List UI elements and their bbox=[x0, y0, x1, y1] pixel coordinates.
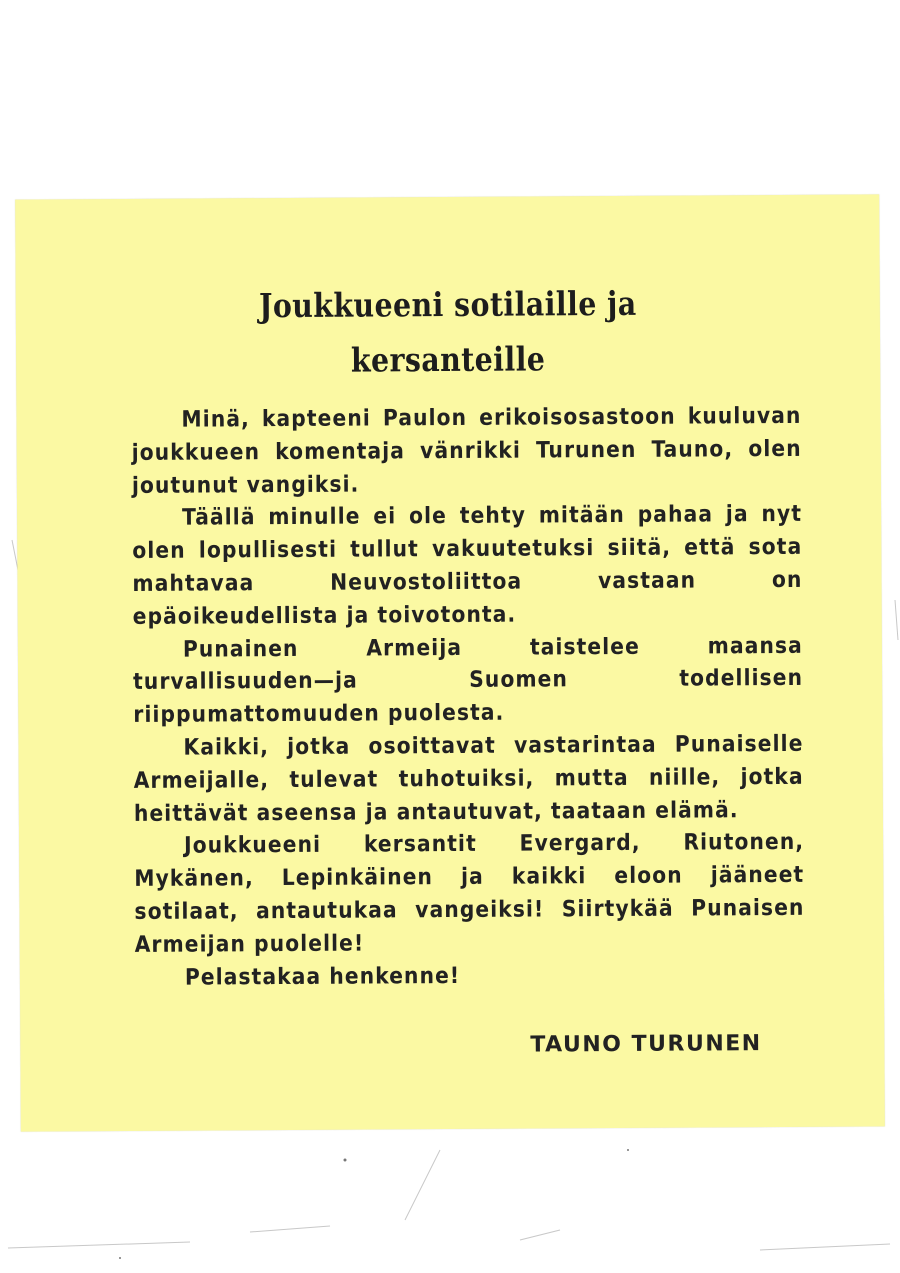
paragraph-intro: Minä, kapteeni Paulon erikoisosastoon kuuluvan joukkueen komentaja vänrikki Turunen Tauno, olen joutunut vangiksi. bbox=[131, 402, 802, 499]
signature: TAUNO TURUNEN bbox=[530, 1031, 762, 1058]
leaflet-title-line-1: Joukkueeni sotilaille ja bbox=[258, 283, 637, 326]
propaganda-leaflet bbox=[15, 194, 885, 1131]
paragraph-treatment: Täällä minulle ei ole tehty mitään pahaa ja nyt olen lopullisesti tullut vakuutetuksi siitä, että sota mahtavaa Neuvostoliittoa vastaan on epäoikeudellista ja toivotonta. bbox=[132, 501, 803, 630]
leaflet-title-line-2: kersanteille bbox=[350, 339, 546, 380]
paragraph-red-army: Punainen Armeija taistelee maansa turvallisuuden—ja Suomen todellisen riippumattomuuden puolesta. bbox=[133, 632, 804, 729]
paragraph-closing: Pelastakaa henkenne! bbox=[184, 962, 461, 991]
paragraph-appeal: Joukkueeni kersantit Evergard, Riutonen, Mykänen, Lepinkäinen ja kaikki eloon jääneet sotilaat, antautukaa vangeiksi! Siirtykää Punaisen Armeijan puolelle! bbox=[134, 829, 805, 958]
leaflet-body bbox=[131, 400, 805, 994]
paragraph-warning: Kaikki, jotka osoittavat vastarintaa Punaiselle Armeijalle, tulevat tuhotuiksi, mutta niille, jotka heittävät aseensa ja antautuvat, taataan elämä. bbox=[133, 730, 804, 827]
